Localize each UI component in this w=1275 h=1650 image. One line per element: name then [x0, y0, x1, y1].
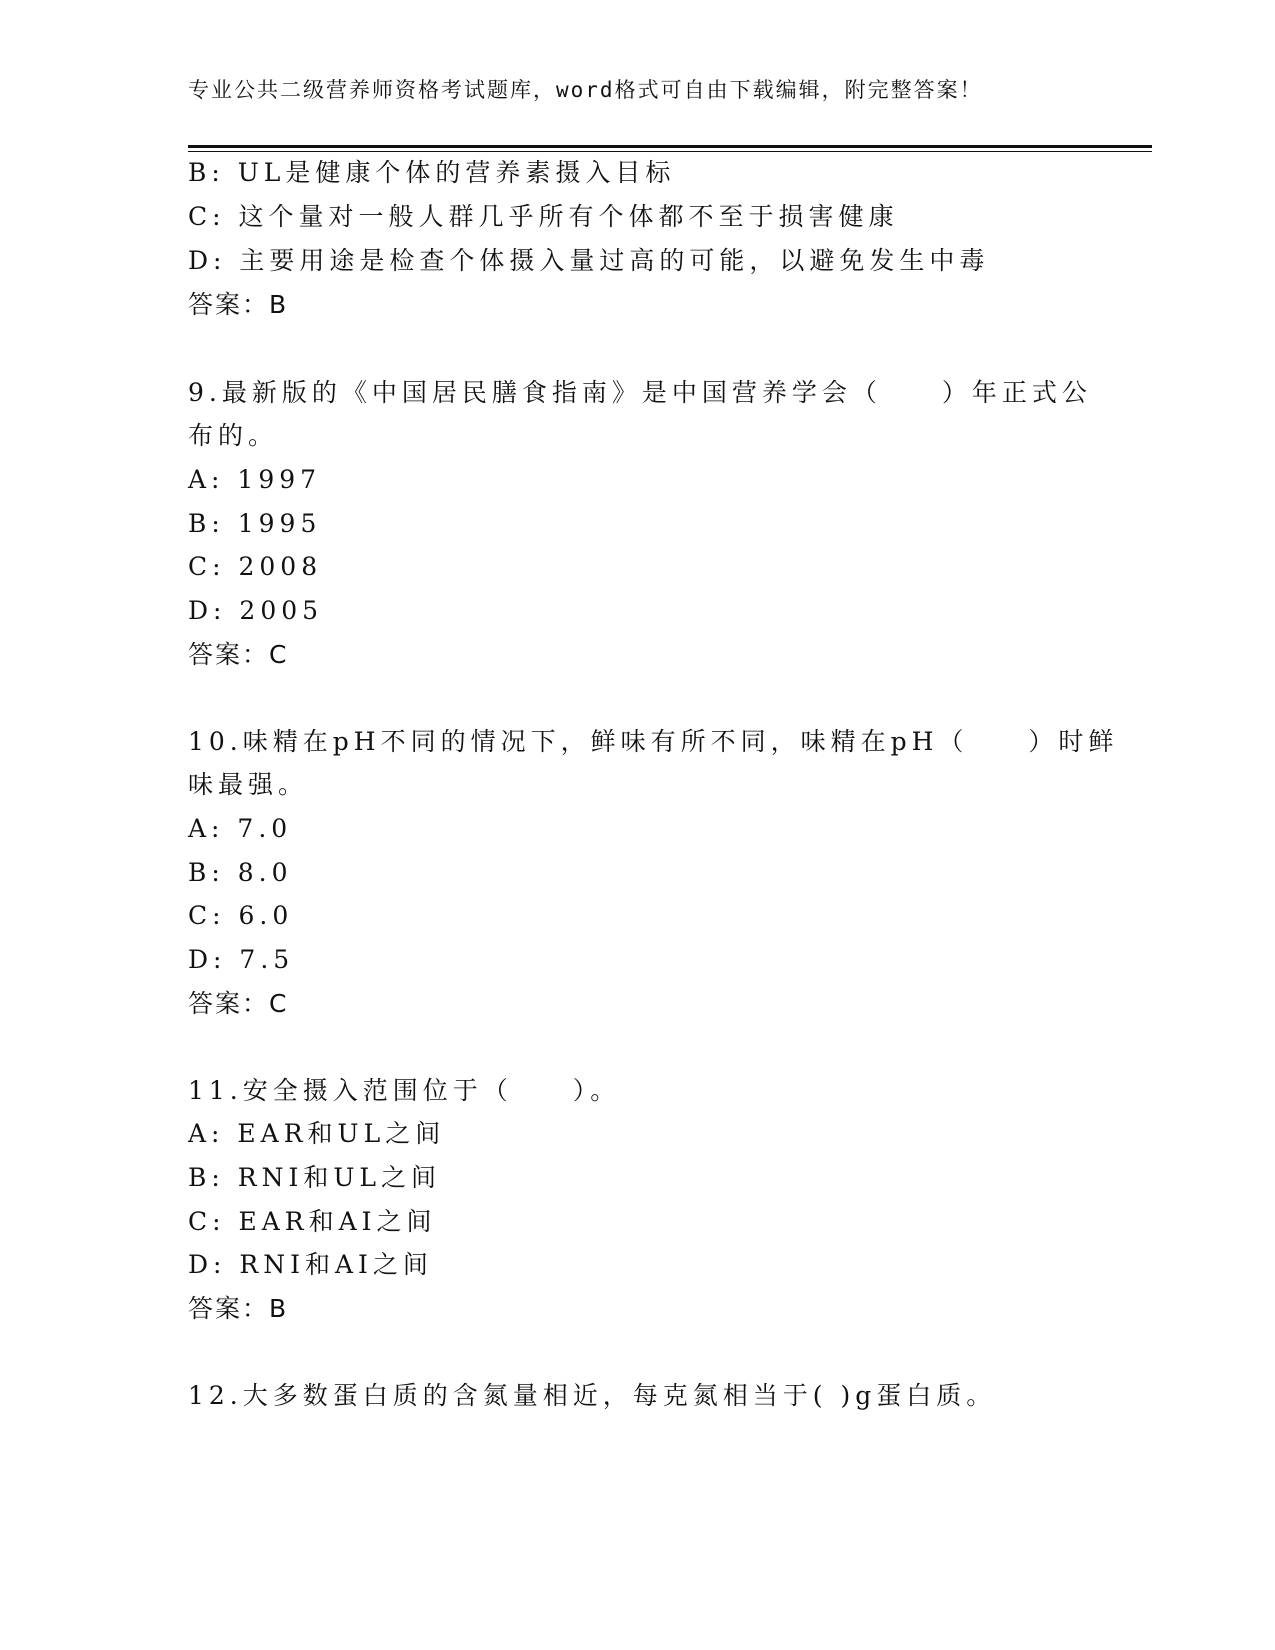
q10-option-a: A: 7.0	[188, 814, 293, 843]
q11-stem-line1: 11.安全摄入范围位于（ ）。	[188, 1076, 621, 1105]
q11-option-d: D: RNI和AI之间	[188, 1250, 433, 1279]
q10-option-b: B: 8.0	[188, 858, 293, 887]
q8-option-b: B: UL是健康个体的营养素摄入目标	[188, 158, 676, 187]
page-header: 专业公共二级营养师资格考试题库，word格式可自由下载编辑，附完整答案！	[188, 78, 983, 102]
header-rule-thin	[188, 151, 1152, 152]
q9-option-c: C: 2008	[188, 552, 323, 581]
q10-option-d: D: 7.5	[188, 945, 295, 974]
q9-answer: 答案：C	[188, 640, 289, 669]
q8-answer: 答案：B	[188, 290, 289, 319]
q9-stem-line2: 布的。	[188, 421, 279, 450]
q10-option-c: C: 6.0	[188, 901, 294, 930]
q10-answer: 答案：C	[188, 989, 289, 1018]
q9-option-d: D: 2005	[188, 596, 324, 625]
q10-stem-line2: 味最强。	[188, 770, 309, 799]
q8-option-d: D: 主要用途是检查个体摄入量过高的可能，以避免发生中毒	[188, 246, 990, 275]
q9-option-b: B: 1995	[188, 509, 322, 538]
q11-option-c: C: EAR和AI之间	[188, 1207, 437, 1236]
q11-option-a: A: EAR和UL之间	[188, 1119, 446, 1148]
q9-option-a: A: 1997	[188, 465, 322, 494]
header-rule-thick	[188, 145, 1152, 148]
q9-stem-line1: 9.最新版的《中国居民膳食指南》是中国营养学会（ ）年正式公	[188, 378, 1092, 407]
q11-option-b: B: RNI和UL之间	[188, 1163, 441, 1192]
q12-stem-line1: 12.大多数蛋白质的含氮量相近，每克氮相当于( )g蛋白质。	[188, 1381, 997, 1410]
q8-option-c: C: 这个量对一般人群几乎所有个体都不至于损害健康	[188, 202, 899, 231]
q10-stem-line1: 10.味精在pH不同的情况下，鲜味有所不同，味精在pH（ ）时鲜	[188, 727, 1119, 756]
q11-answer: 答案：B	[188, 1294, 289, 1323]
